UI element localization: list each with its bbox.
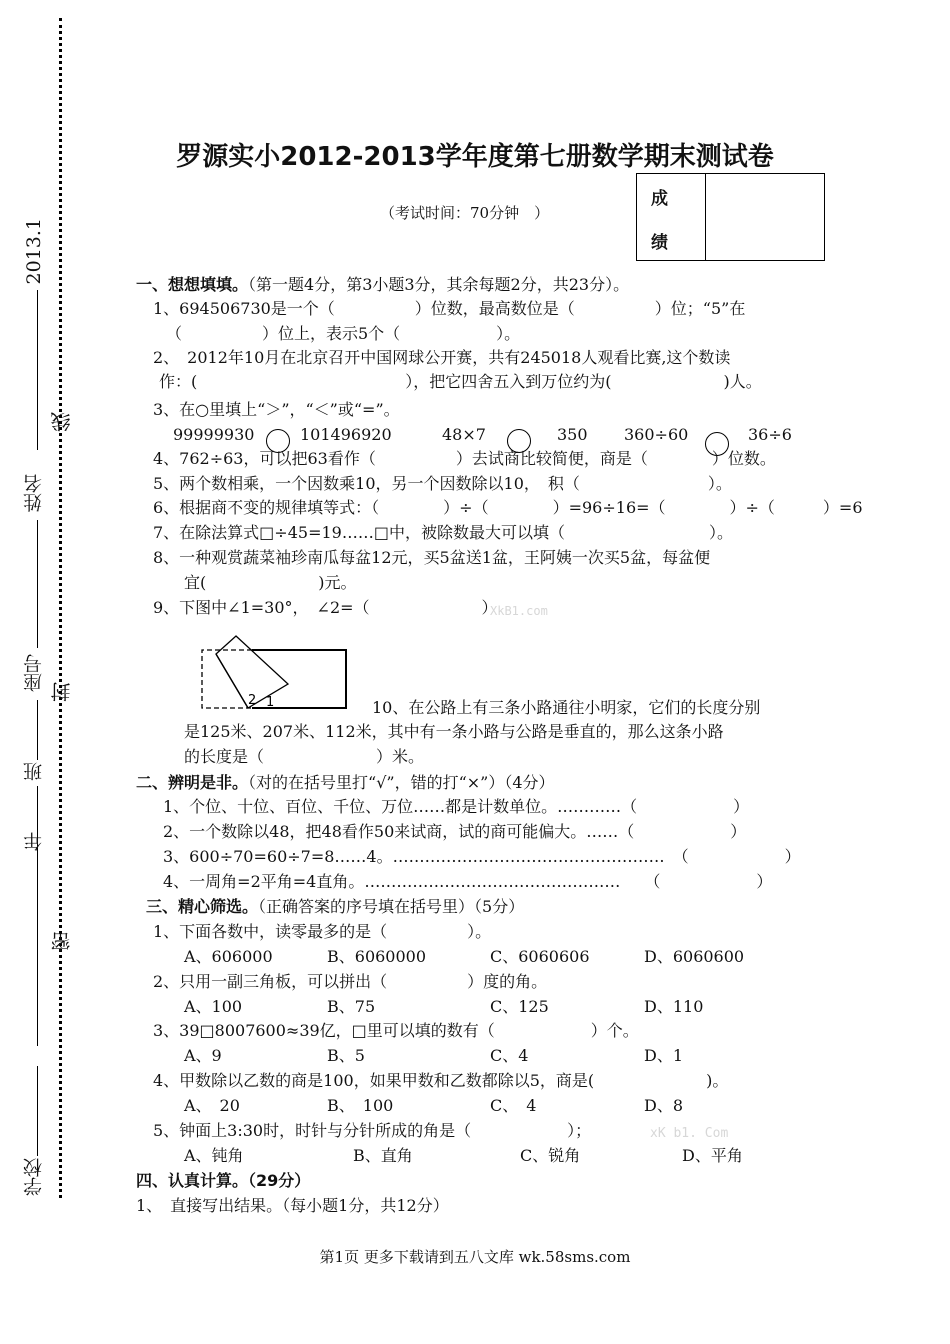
mc-q2-opt-d: D、110 — [644, 997, 704, 1016]
section1-heading-row — [136, 275, 629, 295]
mc-q2: 2、只用一副三角板，可以拼出（ ）度的角。 — [153, 972, 548, 991]
section1-note: （第一题4分，第3小题3分，其余每题2分，共23分）。 — [248, 275, 630, 294]
section2-heading: 二、辨明是非。 — [136, 773, 249, 792]
angle-2-label: 2 — [248, 693, 257, 708]
tf-item-3: 3、600÷70=60÷7=8……4。…………………………………………… （ ） — [163, 847, 801, 866]
q3-a-right: 101496920 — [300, 425, 392, 444]
tf-item-1: 1、个位、十位、百位、千位、万位……都是计数单位。…………（ ） — [163, 797, 750, 816]
margin-mi: 密 — [50, 932, 74, 952]
q10-line-b: 是125米、207米、112米，其中有一条小路与公路是垂直的，那么这条小路 — [184, 722, 724, 741]
mc-q3: 3、39□8007600≈39亿，□里可以填的数有（ ）个。 — [153, 1021, 639, 1040]
q10-line-c: 的长度是（ ）米。 — [184, 747, 425, 766]
mc-q3-opt-d: D、1 — [644, 1046, 684, 1065]
page-title: 罗源实小2012-2013学年度第七册数学期末测试卷 — [176, 142, 774, 172]
score-box-divider — [705, 174, 706, 260]
q2-line-b: 作：( ），把它四舍五入到万位约为( )人。 — [159, 372, 762, 391]
page-footer: 第1页 更多下载请到五八文库 wk.58sms.com — [319, 1248, 631, 1266]
score-box — [636, 173, 825, 261]
mc-q2-opt-c: C、125 — [490, 997, 549, 1016]
q3-b-left: 48×7 — [442, 425, 486, 444]
mc-q1-opt-d: D、6060600 — [644, 947, 745, 966]
mc-q5-opt-a: A、钝角 — [184, 1146, 244, 1165]
section3-heading-row — [146, 897, 524, 917]
mc-q2-opt-a: A、100 — [184, 997, 243, 1016]
q7-line: 7、在除法算式□÷45=19……□中，被除数最大可以填（ ）。 — [153, 523, 733, 542]
q9-line: 9、下图中∠1=30°， ∠2=（ ） — [153, 598, 498, 617]
q4-line: 4、762÷63，可以把63看作（ ）去试商比较简便，商是（ ）位数。 — [153, 449, 776, 468]
mc-q5-opt-d: D、平角 — [682, 1146, 743, 1165]
fold-crease — [216, 654, 248, 708]
mc-q4-opt-c: C、 4 — [490, 1096, 537, 1115]
mc-q5-opt-c: C、锐角 — [520, 1146, 581, 1165]
section4-heading: 四、认真计算。（29分） — [136, 1171, 311, 1190]
q8-line-a: 8、一种观赏蔬菜袖珍南瓜每盆12元，买5盆送1盆，王阿姨一次买5盆，每盆便 — [153, 548, 711, 567]
mc-q2-opt-b: B、75 — [327, 997, 376, 1016]
section1-heading: 一、想想填填。 — [136, 275, 249, 294]
q3-b-right: 350 — [557, 425, 588, 444]
watermark-2: xK b1. Com — [650, 1126, 729, 1141]
paper-dashed-fold — [202, 650, 252, 708]
margin-seat-label: 座号 — [23, 654, 45, 692]
q5-line: 5、两个数相乘，一个因数乘10，另一个因数除以10， 积（ ）。 — [153, 474, 732, 493]
mc-q3-opt-b: B、5 — [327, 1046, 365, 1065]
folded-paper-figure — [196, 634, 352, 710]
mc-q3-opt-a: A、9 — [184, 1046, 222, 1065]
mc-q5: 5、钟面上3:30时，时针与分针所成的角是（ ）； — [153, 1121, 592, 1140]
margin-xian: 线 — [50, 412, 74, 432]
margin-school-label: 学校 — [23, 1158, 45, 1196]
margin-name-label: 姓名 — [23, 474, 45, 512]
q1-line-a: 1、694506730是一个（ ）位数，最高数位是（ ）位；“5”在 — [153, 299, 746, 318]
q1-line-b: （ ）位上，表示5个（ ）。 — [166, 324, 521, 343]
angle-1-label: 1 — [266, 695, 275, 710]
mc-q4: 4、甲数除以乙数的商是100，如果甲数和乙数都除以5，商是( )。 — [153, 1071, 729, 1090]
q8-line-b: 宜( )元。 — [184, 573, 357, 592]
margin-ban: 班 — [23, 762, 45, 781]
section3-note: （正确答案的序号填在括号里）（5分） — [258, 897, 525, 916]
section2-heading-row — [136, 773, 555, 793]
q10-line-a: 10、在公路上有三条小路通往小明家，它们的长度分别 — [372, 698, 761, 717]
margin-feng: 封 — [50, 682, 74, 702]
margin-line-name — [37, 520, 38, 648]
mc-q5-opt-b: B、直角 — [353, 1146, 413, 1165]
exam-time: （考试时间：70分钟 ） — [380, 204, 550, 222]
margin-line-school — [37, 1066, 38, 1156]
binding-dotted-line — [59, 18, 62, 1198]
margin-line-nian — [37, 856, 38, 1046]
q2-line-a: 2、 2012年10月在北京召开中国网球公开赛，共有245018人观看比赛,这个数读 — [153, 348, 731, 367]
mc-q1-opt-b: B、6060000 — [327, 947, 427, 966]
margin-date: 2013.1 — [23, 218, 45, 285]
section3-heading: 三、精心筛选。 — [146, 897, 259, 916]
mc-q4-opt-b: B、 100 — [327, 1096, 394, 1115]
q6-line: 6、根据商不变的规律填等式：（ ）÷（ ）=96÷16=（ ）÷（ ）=6 — [153, 498, 863, 517]
watermark-1: XkB1.com — [490, 604, 548, 618]
score-label-1: 成 — [651, 189, 668, 209]
section2-note: （对的在括号里打“√”，错的打“×”）（4分） — [248, 773, 555, 792]
score-label-2: 绩 — [651, 233, 668, 253]
mc-q1-opt-a: A、606000 — [184, 947, 273, 966]
q3-line: 3、在○里填上“＞”，“＜”或“=”。 — [153, 400, 400, 419]
margin-line-seat — [37, 700, 38, 760]
tf-item-4: 4、一周角=2平角=4直角。………………………………………… （ ） — [163, 872, 773, 891]
q3-c-right: 36÷6 — [748, 425, 792, 444]
mc-q1-opt-c: C、6060606 — [490, 947, 590, 966]
q3-a-left: 99999930 — [173, 425, 255, 444]
mc-q4-opt-d: D、8 — [644, 1096, 684, 1115]
mc-q1: 1、下面各数中，读零最多的是（ ）。 — [153, 922, 492, 941]
mc-q4-opt-a: A、 20 — [184, 1096, 240, 1115]
tf-item-2: 2、一个数除以48，把48看作50来试商，试的商可能偏大。……（ ） — [163, 822, 747, 841]
q3-c-left: 360÷60 — [624, 425, 689, 444]
margin-line-date — [37, 290, 38, 450]
margin-nian: 年 — [23, 832, 45, 851]
mc-q3-opt-c: C、4 — [490, 1046, 529, 1065]
calc-q1: 1、 直接写出结果。（每小题1分，共12分） — [136, 1196, 449, 1215]
